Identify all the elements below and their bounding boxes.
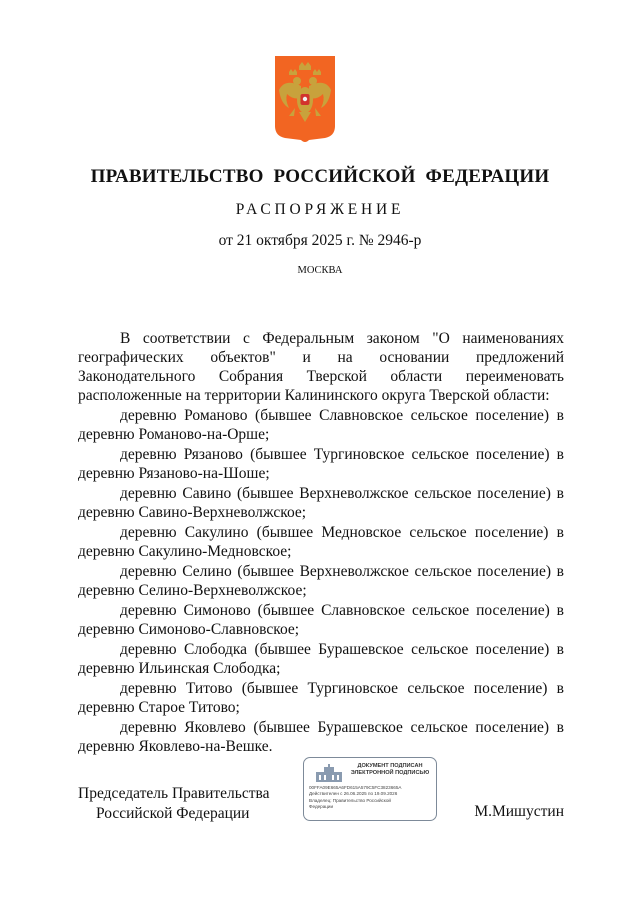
building-icon [314,764,344,784]
document-city: МОСКВА [297,265,343,276]
document-date: от 21 октября 2025 г. № 2946-р [218,232,422,249]
electronic-signature-stamp [303,757,437,821]
signer-title-line-2: Российской Федерации [96,804,250,822]
rename-item: деревню Слободка (бывшее Бурашевское сельское поселение) в деревню Ильинская Слободка; [78,641,564,677]
certificate-validity: Действителен с 26.06.2025 по 19.09.2026 [309,791,398,797]
stamp-details [309,785,435,811]
signer-title [78,784,278,823]
certificate-owner-line-2: Федерации [309,804,334,810]
stamp-title [346,763,434,777]
rename-item: деревню Романово (бывшее Славновское сельское поселение) в деревню Романово-на-Орше; [78,407,564,443]
document-type: РАСПОРЯЖЕНИЕ [235,201,405,218]
signer-name: М.Мишустин [474,803,564,820]
rename-item: деревню Яковлево (бывшее Бурашевское сельское поселение) в деревню Яковлево-на-Вешке. [78,719,564,755]
certificate-owner-line-1: Владелец: Правительство Российской [309,797,391,803]
certificate-serial: 00FFA09E665A6FD615A579C5FC3823665A [309,785,402,790]
intro-paragraph: В соответствии с Федеральным законом "О наименованиях географических объектов" и на основании предложений Законодательного Собрания Тверской области переименовать расположенные на территории Калининского округа Тверской области: [78,330,564,404]
rename-item: деревню Селино (бывшее Верхневолжское сельское поселение) в деревню Селино-Верхневолжское; [78,563,564,599]
rename-item: деревню Рязаново (бывшее Тургиновское сельское поселение) в деревню Рязаново-на-Шоше; [78,446,564,482]
document-body [78,329,564,756]
rename-item: деревню Симоново (бывшее Славновское сельское поселение) в деревню Симоново-Славновское; [78,602,564,638]
rename-item: деревню Савино (бывшее Верхневолжское сельское поселение) в деревню Савино-Верхневолжское; [78,485,564,521]
rename-item: деревню Сакулино (бывшее Медновское сельское поселение) в деревню Сакулино-Медновское; [78,524,564,560]
government-title: ПРАВИТЕЛЬСТВО РОССИЙСКОЙ ФЕДЕРАЦИИ [90,166,550,187]
stamp-title-line-1: ДОКУМЕНТ ПОДПИСАН [357,763,423,769]
coat-of-arms-icon [275,56,335,144]
rename-item: деревню Титово (бывшее Тургиновское сельское поселение) в деревню Старое Титово; [78,680,564,716]
stamp-title-line-2: ЭЛЕКТРОННОЙ ПОДПИСЬЮ [350,770,430,776]
signer-title-line-1: Председатель Правительства [78,785,270,802]
